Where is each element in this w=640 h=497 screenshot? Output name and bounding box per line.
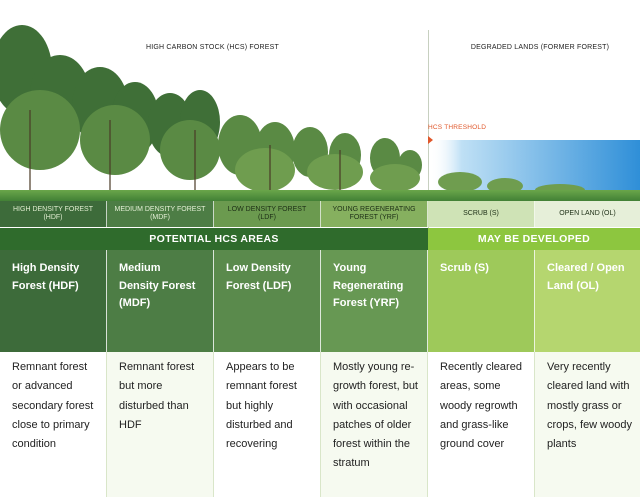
potential-hcs-bar: POTENTIAL HCS AREAS bbox=[0, 228, 428, 250]
class-desc-yrf: Mostly young re-growth forest, but with occasional patches of older forest within the stratum bbox=[321, 352, 428, 497]
class-desc-mdf: Remnant forest but more disturbed than HDF bbox=[107, 352, 214, 497]
class-desc-open-land: Very recently cleared land with mostly grass or crops, few woody plants bbox=[535, 352, 640, 497]
class-name-hdf: High Density Forest (HDF) bbox=[0, 250, 107, 352]
strip-open-land: OPEN LAND (OL) bbox=[535, 201, 640, 227]
strip-scrub: SCRUB (S) bbox=[428, 201, 535, 227]
hcs-threshold-marker bbox=[428, 136, 433, 144]
hcs-forest-title: HIGH CARBON STOCK (HCS) FOREST bbox=[145, 44, 280, 51]
may-be-developed-bar: MAY BE DEVELOPED bbox=[428, 228, 640, 250]
class-name-yrf: Young Regenerating Forest (YRF) bbox=[321, 250, 428, 352]
landscape-illustration bbox=[0, 0, 640, 202]
strip-yrf: YOUNG REGENERATING FOREST (YRF) bbox=[321, 201, 428, 227]
hcs-threshold-label: HCS THRESHOLD bbox=[428, 124, 487, 131]
class-name-open-land: Cleared / Open Land (OL) bbox=[535, 250, 640, 352]
class-desc-ldf: Appears to be remnant forest but highly disturbed and recovering bbox=[214, 352, 321, 497]
strip-hdf: HIGH DENSITY FOREST (HDF) bbox=[0, 201, 107, 227]
class-desc-hdf: Remnant forest or advanced secondary forest close to primary condition bbox=[0, 352, 107, 497]
class-desc-scrub: Recently cleared areas, some woody regrowth and grass-like ground cover bbox=[428, 352, 535, 497]
class-name-mdf: Medium Density Forest (MDF) bbox=[107, 250, 214, 352]
strip-ldf: LOW DENSITY FOREST (LDF) bbox=[214, 201, 321, 227]
class-name-scrub: Scrub (S) bbox=[428, 250, 535, 352]
degraded-lands-title: DEGRADED LANDS (FORMER FOREST) bbox=[470, 44, 610, 51]
class-name-ldf: Low Density Forest (LDF) bbox=[214, 250, 321, 352]
strip-mdf: MEDIUM DENSITY FOREST (MDF) bbox=[107, 201, 214, 227]
